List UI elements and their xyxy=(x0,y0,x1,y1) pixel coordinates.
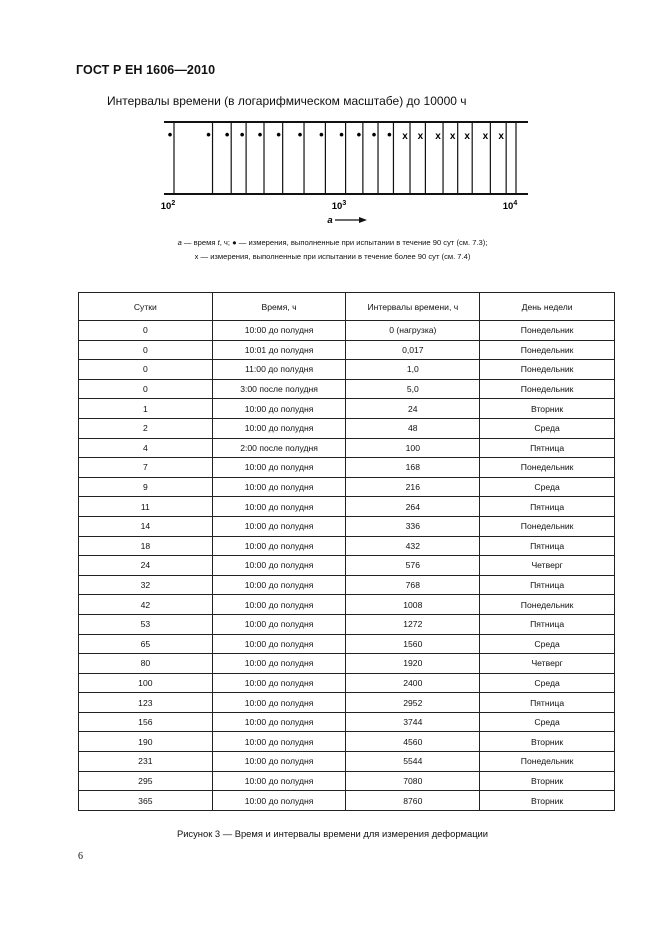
cell-weekday: Вторник xyxy=(480,771,615,791)
table-row xyxy=(79,771,615,791)
cell-interval: 336 xyxy=(346,516,480,536)
cell-days: 9 xyxy=(79,477,213,497)
dot-marker: • xyxy=(257,127,263,142)
table-header-row xyxy=(79,293,615,321)
cell-time: 10:00 до полудня xyxy=(212,321,346,341)
cell-interval: 0,017 xyxy=(346,340,480,360)
column-header-intervals: Интервалы времени, ч xyxy=(346,293,480,321)
cell-days: 42 xyxy=(79,595,213,615)
column-header-weekday: День недели xyxy=(480,293,615,321)
table-row xyxy=(79,477,615,497)
cell-weekday: Понедельник xyxy=(480,379,615,399)
legend-t-symbol: t xyxy=(217,238,220,247)
cell-days: 0 xyxy=(79,340,213,360)
cell-interval: 48 xyxy=(346,418,480,438)
cell-weekday: Пятница xyxy=(480,575,615,595)
cell-weekday: Понедельник xyxy=(480,516,615,536)
cell-days: 0 xyxy=(79,379,213,399)
cross-marker: x xyxy=(417,131,424,142)
log-time-scale-chart xyxy=(150,112,540,224)
table-row xyxy=(79,418,615,438)
cell-time: 10:00 до полудня xyxy=(212,634,346,654)
table-row xyxy=(79,340,615,360)
cell-time: 10:00 до полудня xyxy=(212,556,346,576)
column-header-days: Сутки xyxy=(79,293,213,321)
table-row xyxy=(79,634,615,654)
cross-marker: x xyxy=(482,131,489,142)
cell-days: 295 xyxy=(79,771,213,791)
cell-time: 10:00 до полудня xyxy=(212,654,346,674)
table-row xyxy=(79,360,615,380)
cell-time: 10:01 до полудня xyxy=(212,340,346,360)
cell-weekday: Пятница xyxy=(480,614,615,634)
cell-interval: 1,0 xyxy=(346,360,480,380)
table-row xyxy=(79,595,615,615)
cell-interval: 5,0 xyxy=(346,379,480,399)
table-row xyxy=(79,438,615,458)
cross-marker: x xyxy=(435,131,441,142)
cell-interval: 768 xyxy=(346,575,480,595)
cell-days: 190 xyxy=(79,732,213,752)
table-row xyxy=(79,516,615,536)
cell-days: 0 xyxy=(79,321,213,341)
cell-interval: 24 xyxy=(346,399,480,419)
cell-time: 3:00 после полудня xyxy=(212,379,346,399)
cell-interval: 216 xyxy=(346,477,480,497)
cell-time: 10:00 до полудня xyxy=(212,458,346,478)
table-row xyxy=(79,321,615,341)
cell-days: 53 xyxy=(79,614,213,634)
tick-label: $10^2$ xyxy=(160,200,176,212)
cell-time: 10:00 до полудня xyxy=(212,732,346,752)
cell-interval: 1560 xyxy=(346,634,480,654)
table-row xyxy=(79,556,615,576)
cell-time: 10:00 до полудня xyxy=(212,536,346,556)
page-number: 6 xyxy=(78,851,83,862)
cross-marker: x xyxy=(464,131,470,142)
cell-interval: 1920 xyxy=(346,654,480,674)
cell-days: 11 xyxy=(79,497,213,517)
measurement-schedule-table xyxy=(78,292,615,811)
cell-days: 100 xyxy=(79,673,213,693)
cell-days: 7 xyxy=(79,458,213,478)
table-row xyxy=(79,712,615,732)
cell-days: 32 xyxy=(79,575,213,595)
cell-time: 10:00 до полудня xyxy=(212,791,346,811)
tick-label: $10^4$ xyxy=(502,200,518,212)
cell-interval: 1008 xyxy=(346,595,480,615)
cell-weekday: Вторник xyxy=(480,732,615,752)
cell-days: 4 xyxy=(79,438,213,458)
cell-time: 10:00 до полудня xyxy=(212,673,346,693)
dot-marker: • xyxy=(387,127,392,142)
cell-weekday: Понедельник xyxy=(480,321,615,341)
cell-weekday: Пятница xyxy=(480,438,615,458)
cross-marker: x xyxy=(402,131,408,142)
cell-weekday: Четверг xyxy=(480,556,615,576)
cell-weekday: Среда xyxy=(480,673,615,693)
cell-time: 10:00 до полудня xyxy=(212,693,346,713)
axis-arrow-label: a xyxy=(327,215,333,224)
cell-days: 1 xyxy=(79,399,213,419)
cell-time: 10:00 до полудня xyxy=(212,771,346,791)
table-row xyxy=(79,654,615,674)
table-row xyxy=(79,791,615,811)
figure-title: Интервалы времени (в логарифмическом масштабе) до 10000 ч xyxy=(107,94,467,108)
legend-line-1 xyxy=(76,236,589,250)
dot-marker: • xyxy=(167,127,173,142)
cell-interval: 576 xyxy=(346,556,480,576)
cell-time: 10:00 до полудня xyxy=(212,399,346,419)
cell-time: 2:00 после полудня xyxy=(212,438,346,458)
tick-label: $10^3$ xyxy=(331,200,347,212)
cell-weekday: Среда xyxy=(480,418,615,438)
cell-time: 10:00 до полудня xyxy=(212,752,346,772)
cell-time: 10:00 до полудня xyxy=(212,614,346,634)
dot-marker: • xyxy=(239,127,245,142)
cell-weekday: Понедельник xyxy=(480,458,615,478)
legend-text: — измерения, выполненные при испытании в течение 90 сут (см. 7.3); xyxy=(236,238,488,247)
table-row xyxy=(79,693,615,713)
table-row xyxy=(79,752,615,772)
dot-marker: • xyxy=(339,127,344,142)
axis-arrow-head xyxy=(359,217,367,223)
cell-interval: 168 xyxy=(346,458,480,478)
cross-marker: x xyxy=(449,131,456,142)
cell-interval: 432 xyxy=(346,536,480,556)
cell-time: 10:00 до полудня xyxy=(212,595,346,615)
table-row xyxy=(79,536,615,556)
table-row xyxy=(79,399,615,419)
cell-weekday: Пятница xyxy=(480,693,615,713)
cell-interval: 2952 xyxy=(346,693,480,713)
cell-weekday: Среда xyxy=(480,712,615,732)
cell-interval: 100 xyxy=(346,438,480,458)
legend-dot-symbol: ● xyxy=(232,238,237,247)
cell-interval: 264 xyxy=(346,497,480,517)
cell-time: 10:00 до полудня xyxy=(212,712,346,732)
cell-time: 10:00 до полудня xyxy=(212,418,346,438)
cell-weekday: Пятница xyxy=(480,536,615,556)
cell-days: 0 xyxy=(79,360,213,380)
dot-marker: • xyxy=(224,127,230,142)
cell-time: 10:00 до полудня xyxy=(212,516,346,536)
cell-weekday: Вторник xyxy=(480,791,615,811)
legend-text: , ч; xyxy=(219,238,233,247)
figure-caption: Рисунок 3 — Время и интервалы времени для измерения деформации xyxy=(176,828,489,839)
legend-text: — время xyxy=(181,238,218,247)
cell-interval: 0 (нагрузка) xyxy=(346,321,480,341)
cell-days: 24 xyxy=(79,556,213,576)
cell-days: 156 xyxy=(79,712,213,732)
dot-marker: • xyxy=(297,127,303,142)
cell-days: 65 xyxy=(79,634,213,654)
cell-days: 2 xyxy=(79,418,213,438)
cell-time: 11:00 до полудня xyxy=(212,360,346,380)
legend-line-2: x — измерения, выполненные при испытании в течение более 90 сут (см. 7.4) xyxy=(194,252,471,261)
dot-marker: • xyxy=(319,127,324,142)
cell-time: 10:00 до полудня xyxy=(212,497,346,517)
column-header-time: Время, ч xyxy=(212,293,346,321)
cell-days: 14 xyxy=(79,516,213,536)
table-row xyxy=(79,673,615,693)
table-row xyxy=(79,458,615,478)
cell-interval: 4560 xyxy=(346,732,480,752)
cell-interval: 8760 xyxy=(346,791,480,811)
cell-time: 10:00 до полудня xyxy=(212,477,346,497)
cell-weekday: Четверг xyxy=(480,654,615,674)
dot-marker: • xyxy=(206,127,211,142)
cell-days: 80 xyxy=(79,654,213,674)
cell-weekday: Понедельник xyxy=(480,360,615,380)
cross-marker: x xyxy=(498,131,504,142)
table-row xyxy=(79,614,615,634)
cell-interval: 2400 xyxy=(346,673,480,693)
cell-weekday: Среда xyxy=(480,477,615,497)
legend-a-symbol: a xyxy=(177,238,182,247)
cell-weekday: Понедельник xyxy=(480,340,615,360)
cell-interval: 5544 xyxy=(346,752,480,772)
cell-interval: 1272 xyxy=(346,614,480,634)
cell-days: 123 xyxy=(79,693,213,713)
cell-weekday: Среда xyxy=(480,634,615,654)
table-row xyxy=(79,497,615,517)
cell-days: 365 xyxy=(79,791,213,811)
cell-time: 10:00 до полудня xyxy=(212,575,346,595)
document-header: ГОСТ Р ЕН 1606—2010 xyxy=(76,63,216,77)
cell-weekday: Вторник xyxy=(480,399,615,419)
dot-marker: • xyxy=(356,127,362,142)
table-row xyxy=(79,732,615,752)
table-row xyxy=(79,575,615,595)
dot-marker: • xyxy=(371,127,377,142)
cell-days: 231 xyxy=(79,752,213,772)
cell-weekday: Понедельник xyxy=(480,595,615,615)
dot-marker: • xyxy=(276,127,281,142)
cell-weekday: Понедельник xyxy=(480,752,615,772)
cell-days: 18 xyxy=(79,536,213,556)
cell-interval: 7080 xyxy=(346,771,480,791)
table-row xyxy=(79,379,615,399)
cell-interval: 3744 xyxy=(346,712,480,732)
cell-weekday: Пятница xyxy=(480,497,615,517)
